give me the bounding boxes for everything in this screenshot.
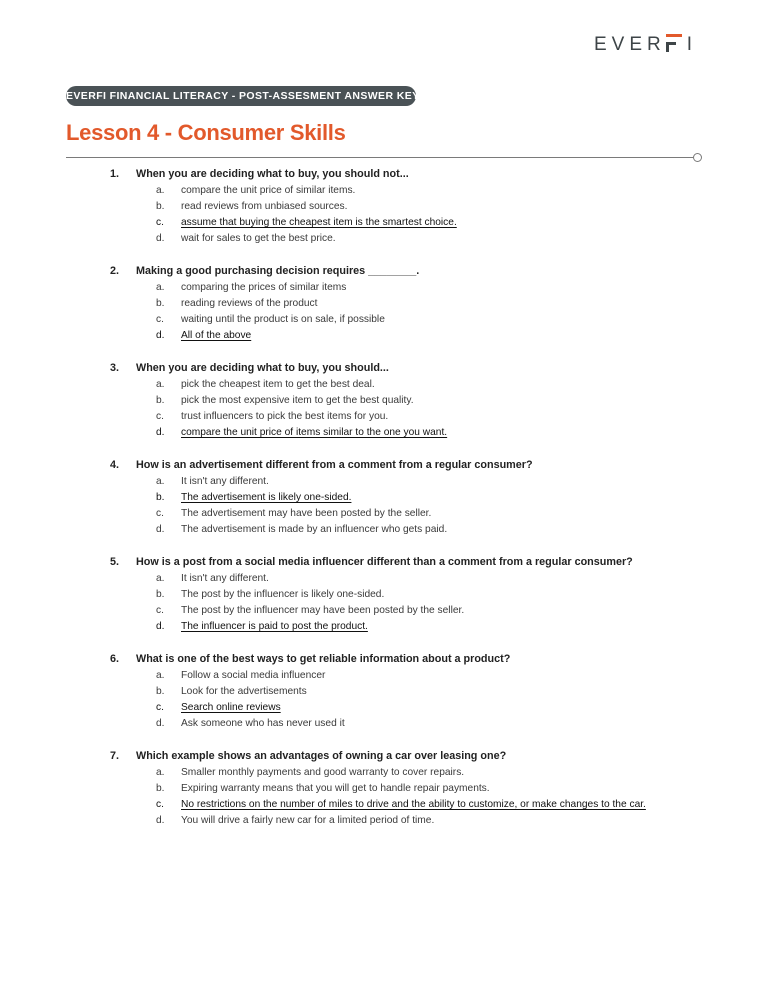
option-letter: b. xyxy=(156,395,165,406)
question-row xyxy=(0,360,768,377)
question-text: When you are deciding what to buy, you should not... xyxy=(136,168,409,180)
page-title: Lesson 4 - Consumer Skills xyxy=(66,120,346,145)
option-letter: a. xyxy=(156,185,165,196)
answer-option xyxy=(0,781,768,797)
option-letter: c. xyxy=(156,411,164,422)
option-text: Smaller monthly payments and good warranty to cover repairs. xyxy=(181,767,465,778)
option-letter: a. xyxy=(156,670,165,681)
option-letter: c. xyxy=(156,702,164,713)
answer-option-correct xyxy=(0,425,768,441)
option-text: waiting until the product is on sale, if possible xyxy=(181,314,385,325)
answer-option xyxy=(0,199,768,215)
answer-option-correct xyxy=(0,215,768,231)
answer-option xyxy=(0,296,768,312)
option-letter: c. xyxy=(156,314,164,325)
question-text: Which example shows an advantages of owning a car over leasing one? xyxy=(136,750,507,762)
answer-option xyxy=(0,603,768,619)
option-text: trust influencers to pick the best items for you. xyxy=(181,411,389,422)
question-text: Making a good purchasing decision requires ________. xyxy=(136,265,420,277)
logo-text-eve: EVER xyxy=(594,34,666,55)
option-text: It isn't any different. xyxy=(181,573,269,584)
option-text: No restrictions on the number of miles to drive and the ability to customize, or make changes to the car. xyxy=(181,799,646,810)
question-row xyxy=(0,263,768,280)
question-1 xyxy=(0,166,768,247)
option-letter: b. xyxy=(156,783,165,794)
answer-option xyxy=(0,474,768,490)
option-text: read reviews from unbiased sources. xyxy=(181,201,348,212)
question-text: When you are deciding what to buy, you should... xyxy=(136,362,389,374)
option-text: Look for the advertisements xyxy=(181,686,307,697)
answer-option xyxy=(0,506,768,522)
option-letter: b. xyxy=(156,298,165,309)
option-text: pick the most expensive item to get the best quality. xyxy=(181,395,414,406)
divider-end-circle-icon xyxy=(693,153,702,162)
question-row xyxy=(0,554,768,571)
logo-f-mark-icon xyxy=(666,34,682,52)
question-row xyxy=(0,651,768,668)
answer-option xyxy=(0,312,768,328)
answer-option xyxy=(0,716,768,732)
option-letter: c. xyxy=(156,217,164,228)
option-text: Expiring warranty means that you will get to handle repair payments. xyxy=(181,783,490,794)
option-text: The post by the influencer is likely one-sided. xyxy=(181,589,385,600)
option-text: Follow a social media influencer xyxy=(181,670,326,681)
answer-option xyxy=(0,571,768,587)
option-text: comparing the prices of similar items xyxy=(181,282,347,293)
answer-option xyxy=(0,813,768,829)
option-text: compare the unit price of items similar to the one you want. xyxy=(181,427,448,438)
option-letter: b. xyxy=(156,589,165,600)
option-letter: d. xyxy=(156,330,165,341)
question-number: 6. xyxy=(110,653,120,665)
option-letter: a. xyxy=(156,379,165,390)
option-letter: d. xyxy=(156,718,165,729)
question-4 xyxy=(0,457,768,538)
option-text: wait for sales to get the best price. xyxy=(181,233,336,244)
option-letter: d. xyxy=(156,621,165,632)
option-letter: c. xyxy=(156,508,164,519)
option-letter: a. xyxy=(156,282,165,293)
question-row xyxy=(0,748,768,765)
header-banner: EVERFI FINANCIAL LITERACY - POST-ASSESMENT ANSWER KEY xyxy=(66,86,416,106)
answer-option xyxy=(0,183,768,199)
answer-option-correct xyxy=(0,797,768,813)
option-letter: a. xyxy=(156,767,165,778)
option-text: All of the above xyxy=(181,330,252,341)
question-number: 2. xyxy=(110,265,120,277)
logo-text-i: I xyxy=(686,34,698,55)
question-text: How is an advertisement different from a comment from a regular consumer? xyxy=(136,459,533,471)
option-letter: d. xyxy=(156,233,165,244)
option-text: The advertisement is made by an influencer who gets paid. xyxy=(181,524,448,535)
question-7 xyxy=(0,748,768,829)
option-letter: b. xyxy=(156,492,165,503)
question-5 xyxy=(0,554,768,635)
answer-option-correct xyxy=(0,619,768,635)
option-text: The influencer is paid to post the product. xyxy=(181,621,368,632)
answer-option xyxy=(0,280,768,296)
option-text: You will drive a fairly new car for a limited period of time. xyxy=(181,815,435,826)
option-text: reading reviews of the product xyxy=(181,298,318,309)
question-6 xyxy=(0,651,768,732)
question-list xyxy=(0,166,768,845)
answer-option xyxy=(0,668,768,684)
option-letter: b. xyxy=(156,686,165,697)
answer-option xyxy=(0,393,768,409)
answer-option xyxy=(0,587,768,603)
option-text: assume that buying the cheapest item is the smartest choice. xyxy=(181,217,457,228)
answer-option xyxy=(0,231,768,247)
answer-option xyxy=(0,684,768,700)
question-number: 7. xyxy=(110,750,120,762)
question-number: 3. xyxy=(110,362,120,374)
title-divider xyxy=(66,157,694,158)
option-text: pick the cheapest item to get the best deal. xyxy=(181,379,375,390)
question-text: What is one of the best ways to get reliable information about a product? xyxy=(136,653,511,665)
option-text: It isn't any different. xyxy=(181,476,269,487)
question-text: How is a post from a social media influencer different than a comment from a regular consumer? xyxy=(136,556,633,568)
option-text: The advertisement is likely one-sided. xyxy=(181,492,352,503)
option-text: Ask someone who has never used it xyxy=(181,718,345,729)
answer-option xyxy=(0,409,768,425)
option-letter: b. xyxy=(156,201,165,212)
question-number: 5. xyxy=(110,556,120,568)
question-2 xyxy=(0,263,768,344)
answer-option xyxy=(0,765,768,781)
option-letter: a. xyxy=(156,476,165,487)
option-letter: c. xyxy=(156,605,164,616)
answer-option-correct xyxy=(0,490,768,506)
answer-option xyxy=(0,522,768,538)
answer-option-correct xyxy=(0,700,768,716)
option-text: The post by the influencer may have been posted by the seller. xyxy=(181,605,465,616)
option-letter: d. xyxy=(156,815,165,826)
option-letter: c. xyxy=(156,799,164,810)
option-text: Search online reviews xyxy=(181,702,281,713)
option-text: compare the unit price of similar items. xyxy=(181,185,356,196)
option-text: The advertisement may have been posted by the seller. xyxy=(181,508,432,519)
answer-option-correct xyxy=(0,328,768,344)
option-letter: d. xyxy=(156,524,165,535)
question-row xyxy=(0,166,768,183)
option-letter: a. xyxy=(156,573,165,584)
answer-option xyxy=(0,377,768,393)
question-3 xyxy=(0,360,768,441)
question-number: 4. xyxy=(110,459,120,471)
everfi-logo xyxy=(594,34,704,54)
question-number: 1. xyxy=(110,168,120,180)
question-row xyxy=(0,457,768,474)
option-letter: d. xyxy=(156,427,165,438)
